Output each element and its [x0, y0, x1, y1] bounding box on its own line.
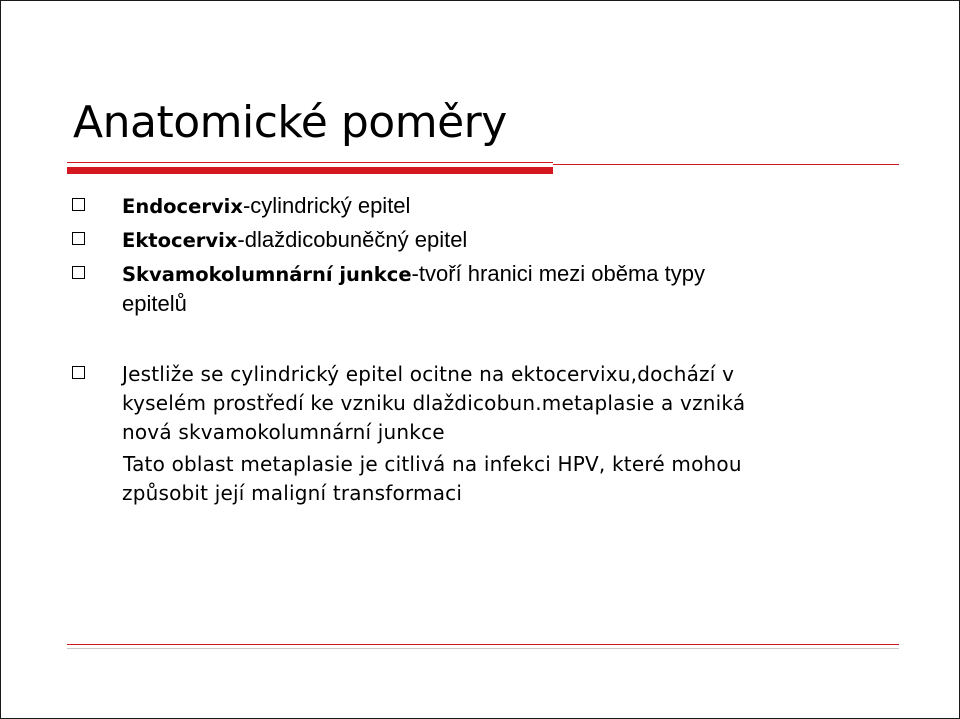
bullet-text-line: nová skvamokolumnární junkce — [122, 420, 445, 444]
term: Skvamokolumnární junkce — [122, 263, 412, 286]
note-line: způsobit její maligní transformaci — [122, 481, 463, 505]
definition: -dlaždicobuněčný epitel — [237, 227, 468, 252]
title-underline-thick — [67, 167, 553, 174]
bullet-text-line: kyselém prostředí ke vzniku dlaždicobun.metaplasie a vzniká — [122, 391, 746, 415]
bullet-item-endocervix — [122, 193, 410, 220]
term: Endocervix — [122, 195, 243, 218]
square-bullet-icon — [72, 366, 85, 379]
square-bullet-icon — [72, 232, 85, 245]
definition: -cylindrický epitel — [242, 193, 411, 218]
square-bullet-icon — [72, 266, 85, 279]
bullet-text-line: Jestliže se cylindrický epitel ocitne na ektocervixu,dochází v — [122, 362, 735, 386]
bullet-item-skvamokolumnarni — [122, 261, 705, 288]
footer-rule-shadow — [67, 648, 899, 649]
footer-rule — [67, 644, 899, 645]
term: Ektocervix — [122, 229, 238, 252]
slide-title: Anatomické poměry — [73, 97, 507, 148]
bullet-item-ektocervix — [122, 227, 467, 254]
title-underline-thin — [67, 162, 553, 163]
square-bullet-icon — [72, 198, 85, 211]
definition: -tvoří hranici mezi oběma typy — [411, 261, 705, 286]
title-underline-extension — [553, 164, 899, 165]
bullet-item-continuation: epitelů — [122, 291, 187, 316]
note-line: Tato oblast metaplasie je citlivá na infekci HPV, které mohou — [123, 452, 742, 476]
